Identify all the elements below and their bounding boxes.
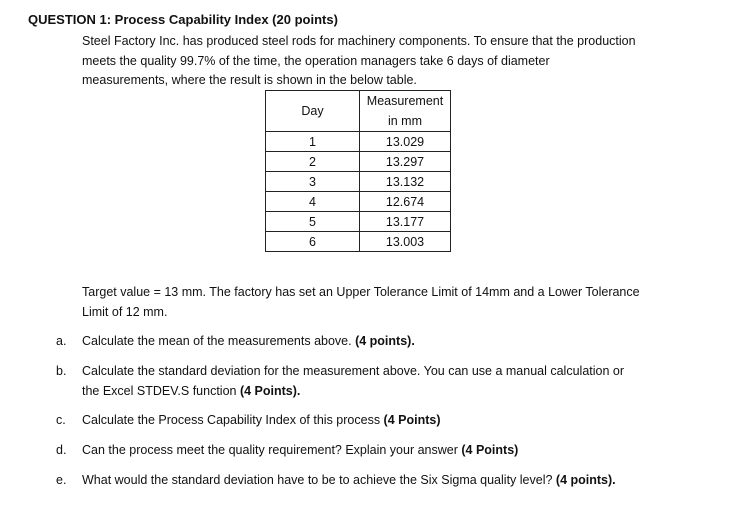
question-line: [82, 440, 692, 460]
question-text: Calculate the Process Capability Index of this process: [82, 413, 384, 427]
question-points: (4 Points): [461, 443, 519, 457]
question-points: (4 Points): [383, 413, 441, 427]
question-points: (4 points).: [355, 334, 415, 348]
target-paragraph: [82, 282, 702, 322]
header-measurement-line2: in mm: [387, 114, 423, 128]
measurement-cell: 13.132: [360, 172, 451, 192]
intro-paragraph: [82, 32, 702, 91]
table-row: [266, 132, 451, 152]
question-text: Calculate the standard deviation for the measurement above. You can use a manual calculation or: [82, 364, 625, 378]
question-line: [82, 331, 692, 351]
day-cell: 4: [266, 192, 360, 212]
intro-line: measurements, where the result is shown in the below table.: [82, 73, 417, 87]
question-line: [82, 410, 692, 430]
measurement-cell: 12.674: [360, 192, 451, 212]
day-cell: 3: [266, 172, 360, 192]
question-line: [82, 361, 692, 381]
measurement-cell: 13.029: [360, 132, 451, 152]
day-cell: 6: [266, 232, 360, 252]
day-cell: 5: [266, 212, 360, 232]
target-line: Limit of 12 mm.: [82, 305, 168, 319]
header-measurement-line1: Measurement: [366, 94, 444, 108]
question-letter: e.: [56, 473, 67, 487]
intro-line: Steel Factory Inc. has produced steel rods for machinery components. To ensure that the production: [82, 34, 636, 48]
question-letter: b.: [56, 364, 67, 378]
measurement-cell: 13.177: [360, 212, 451, 232]
question-letter: d.: [56, 443, 67, 457]
question-letter: c.: [56, 413, 66, 427]
table-row: [266, 172, 451, 192]
table-row: [266, 152, 451, 172]
day-cell: 2: [266, 152, 360, 172]
question-title: QUESTION 1: Process Capability Index (20 points): [28, 12, 338, 27]
table-row: [266, 212, 451, 232]
question-text: What would the standard deviation have to be to achieve the Six Sigma quality level?: [82, 473, 556, 487]
intro-line: meets the quality 99.7% of the time, the operation managers take 6 days of diameter: [82, 53, 550, 68]
measurement-table: [265, 90, 451, 252]
header-day: Day: [266, 91, 360, 132]
question-line: [82, 381, 692, 401]
table-row: [266, 232, 451, 252]
question-points: (4 points).: [555, 473, 616, 487]
question-text-line2: the Excel STDEV.S function: [82, 384, 240, 398]
question-text: Calculate the mean of the measurements above.: [82, 334, 356, 348]
question-points: (4 Points).: [239, 384, 301, 398]
target-line: Target value = 13 mm. The factory has set an Upper Tolerance Limit of 14mm and a Lower Tolerance: [82, 285, 640, 299]
table-header-row: [266, 91, 451, 132]
header-measurement: [360, 91, 451, 132]
table-row: [266, 192, 451, 212]
question-line: [82, 470, 692, 490]
day-cell: 1: [266, 132, 360, 152]
measurement-cell: 13.003: [360, 232, 451, 252]
question-text: Can the process meet the quality requirement? Explain your answer: [82, 443, 462, 457]
question-letter: a.: [56, 334, 67, 348]
measurement-cell: 13.297: [360, 152, 451, 172]
